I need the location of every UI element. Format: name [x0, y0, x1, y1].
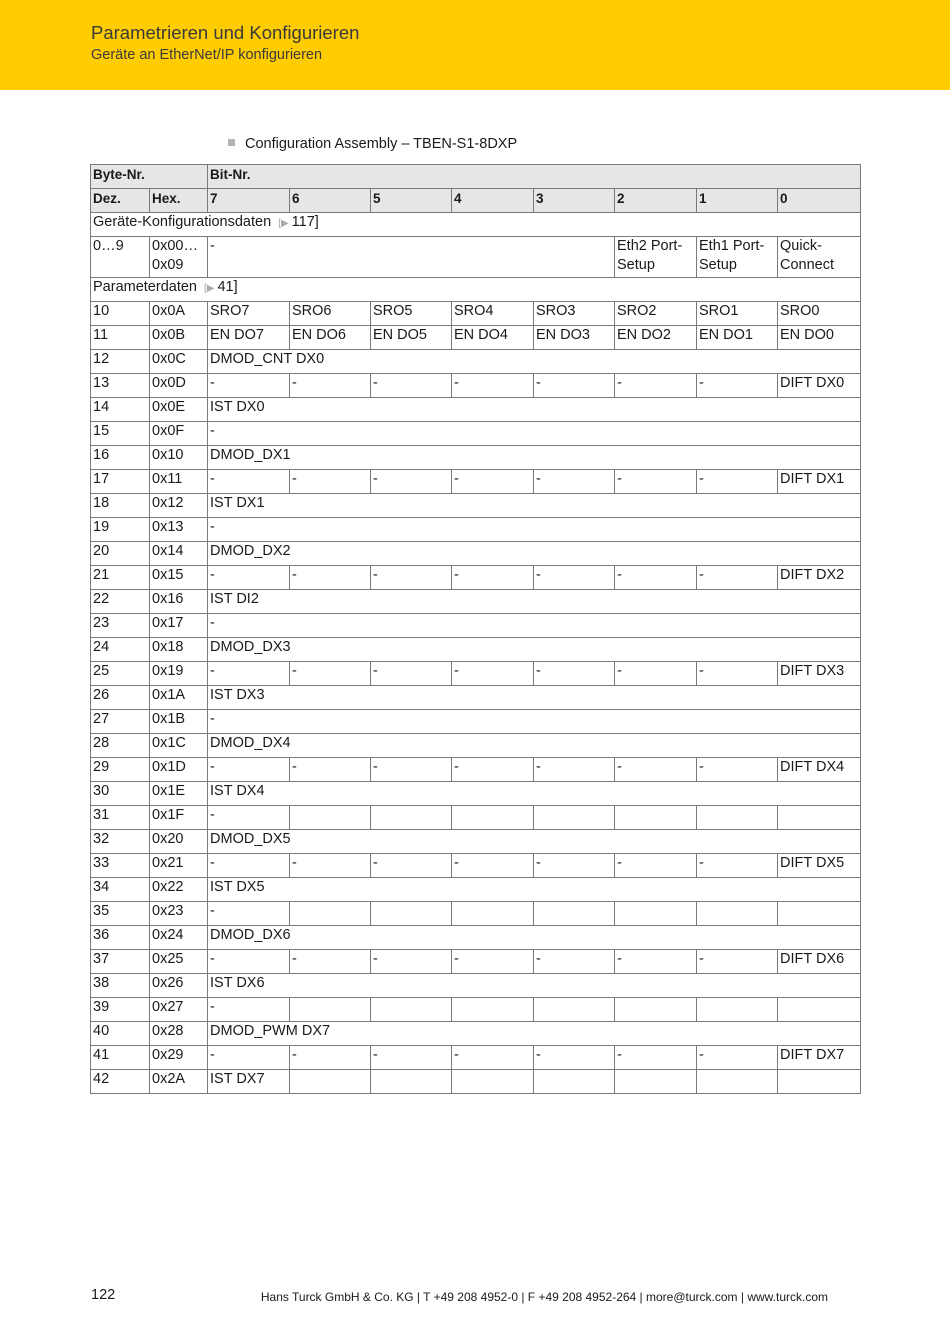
cell-bit-0: EN DO0 [778, 326, 861, 350]
cell-bit-0: DIFT DX6 [778, 950, 861, 974]
cell-bit-7: DMOD_DX1 [208, 446, 861, 470]
cell-bit-7: DMOD_DX6 [208, 926, 861, 950]
header-col-6: 3 [534, 189, 615, 213]
cell-bit-5: - [371, 470, 452, 494]
cell-dez: 15 [91, 422, 150, 446]
cell-hex: 0x1C [150, 734, 208, 758]
cell-bit-3: - [534, 950, 615, 974]
cell-hex: 0x0C [150, 350, 208, 374]
cell-dez: 37 [91, 950, 150, 974]
cell-dez: 42 [91, 1070, 150, 1094]
cell-bit-7: DMOD_CNT DX0 [208, 350, 861, 374]
cell-dez: 22 [91, 590, 150, 614]
table-row [91, 326, 861, 350]
cell-bit-6: - [290, 374, 371, 398]
cell-bit-0 [778, 1070, 861, 1094]
cell-bit-2: - [615, 854, 697, 878]
cell-bit-7: SRO7 [208, 302, 290, 326]
cell-bit-4 [452, 902, 534, 926]
cell-bit-1: - [697, 470, 778, 494]
page-title: Parametrieren und Konfigurieren [91, 22, 360, 43]
cell-bit-2: - [615, 566, 697, 590]
cell-hex: 0x27 [150, 998, 208, 1022]
cell-bit-3: - [534, 374, 615, 398]
cell-bit-1 [697, 998, 778, 1022]
cell-hex: 0x23 [150, 902, 208, 926]
cell-bit-7: DMOD_DX2 [208, 542, 861, 566]
cell-bit-1: - [697, 1046, 778, 1070]
footer-contact: Hans Turck GmbH & Co. KG | T +49 208 4952-0 | F +49 208 4952-264 | more@turck.com | www.turck.com [260, 1290, 828, 1304]
cell-hex: 0x13 [150, 518, 208, 542]
cell-dez: 24 [91, 638, 150, 662]
cell-bit-3: - [534, 662, 615, 686]
cell-dez: 16 [91, 446, 150, 470]
cell-bit-1: Eth1 Port-Setup [697, 237, 778, 278]
table-row [91, 662, 861, 686]
cell-bit-2: SRO2 [615, 302, 697, 326]
cell-bit-2: - [615, 1046, 697, 1070]
cell-bit-4 [452, 806, 534, 830]
table-row [91, 854, 861, 878]
cell-dez: 40 [91, 1022, 150, 1046]
cell-bit-3: - [534, 1046, 615, 1070]
page-ref[interactable]: 41] [217, 279, 238, 295]
table-row [91, 734, 861, 758]
header-col-8: 1 [697, 189, 778, 213]
cell-bit-7: - [208, 902, 290, 926]
cell-bit-3: EN DO3 [534, 326, 615, 350]
cell-hex: 0x15 [150, 566, 208, 590]
cell-bit-4: - [452, 662, 534, 686]
cell-bit-0: DIFT DX5 [778, 854, 861, 878]
cell-bit-1: - [697, 758, 778, 782]
cell-hex: 0x17 [150, 614, 208, 638]
table-row [91, 782, 861, 806]
cell-bit-5: SRO5 [371, 302, 452, 326]
cell-bit-7: IST DX6 [208, 974, 861, 998]
page-header [0, 0, 950, 90]
cell-bit-2: EN DO2 [615, 326, 697, 350]
cell-dez: 36 [91, 926, 150, 950]
cell-bit-6: - [290, 470, 371, 494]
cell-hex: 0x26 [150, 974, 208, 998]
header-byte-nr: Byte-Nr. [91, 165, 208, 189]
cell-bit-0: DIFT DX2 [778, 566, 861, 590]
cell-bit-2: - [615, 950, 697, 974]
page-number: 122 [91, 1287, 116, 1303]
cell-hex: 0x28 [150, 1022, 208, 1046]
cell-bit-2 [615, 1070, 697, 1094]
cell-hex: 0x1D [150, 758, 208, 782]
cell-bit-7: IST DX1 [208, 494, 861, 518]
cell-bit-4 [452, 998, 534, 1022]
cell-hex: 0x11 [150, 470, 208, 494]
cell-bit-0 [778, 902, 861, 926]
cell-bit-6 [290, 1070, 371, 1094]
cell-dez: 20 [91, 542, 150, 566]
cell-bit-4: - [452, 566, 534, 590]
cell-bit-2 [615, 998, 697, 1022]
cell-dez: 18 [91, 494, 150, 518]
cell-bits-7-3: - [208, 237, 615, 278]
cell-bit-3 [534, 806, 615, 830]
section-row [91, 213, 861, 237]
cell-bit-2: Eth2 Port-Setup [615, 237, 697, 278]
cell-dez: 26 [91, 686, 150, 710]
config-assembly-table [90, 164, 861, 1094]
cell-bit-1: - [697, 662, 778, 686]
header-col-0: Dez. [91, 189, 150, 213]
cell-bit-2 [615, 902, 697, 926]
cell-bit-6 [290, 806, 371, 830]
table-row [91, 1022, 861, 1046]
cell-hex: 0x22 [150, 878, 208, 902]
cell-dez: 41 [91, 1046, 150, 1070]
table-row [91, 590, 861, 614]
cell-bit-0: SRO0 [778, 302, 861, 326]
cell-dez: 27 [91, 710, 150, 734]
cell-bit-0 [778, 806, 861, 830]
cell-bit-3: - [534, 854, 615, 878]
cell-dez: 19 [91, 518, 150, 542]
cell-bit-1: EN DO1 [697, 326, 778, 350]
cell-dez: 35 [91, 902, 150, 926]
cell-dez: 23 [91, 614, 150, 638]
cell-dez: 34 [91, 878, 150, 902]
cell-bit-4: - [452, 470, 534, 494]
cell-bit-3 [534, 1070, 615, 1094]
cell-bit-6: - [290, 950, 371, 974]
cell-hex: 0x14 [150, 542, 208, 566]
header-col-5: 4 [452, 189, 534, 213]
header-col-4: 5 [371, 189, 452, 213]
cell-bit-6 [290, 902, 371, 926]
cell-dez: 30 [91, 782, 150, 806]
cell-hex: 0x1A [150, 686, 208, 710]
page-ref-arrow-icon: [▶ [278, 218, 289, 229]
cell-bit-7: DMOD_DX4 [208, 734, 861, 758]
cell-bit-4: SRO4 [452, 302, 534, 326]
cell-bit-3 [534, 998, 615, 1022]
cell-hex: 0x1F [150, 806, 208, 830]
cell-bit-1: - [697, 566, 778, 590]
bullet-icon [228, 139, 235, 146]
cell-dez: 39 [91, 998, 150, 1022]
cell-bit-2: - [615, 470, 697, 494]
cell-dez: 11 [91, 326, 150, 350]
cell-hex: 0x18 [150, 638, 208, 662]
cell-bit-4 [452, 1070, 534, 1094]
cell-hex: 0x0B [150, 326, 208, 350]
cell-bit-7: - [208, 518, 861, 542]
cell-bit-7: DMOD_DX3 [208, 638, 861, 662]
cell-hex: 0x1E [150, 782, 208, 806]
cell-bit-5: - [371, 1046, 452, 1070]
cell-bit-4: EN DO4 [452, 326, 534, 350]
table-row [91, 998, 861, 1022]
table-row [91, 237, 861, 278]
cell-bit-0: DIFT DX3 [778, 662, 861, 686]
cell-bit-0: Quick-Connect [778, 237, 861, 278]
cell-bit-0 [778, 998, 861, 1022]
cell-dez: 10 [91, 302, 150, 326]
cell-dez: 12 [91, 350, 150, 374]
table-subheader-row [91, 189, 861, 213]
cell-bit-1 [697, 902, 778, 926]
cell-bit-5: - [371, 758, 452, 782]
cell-bit-1: - [697, 950, 778, 974]
table-row [91, 638, 861, 662]
cell-bit-6 [290, 998, 371, 1022]
cell-bit-1 [697, 1070, 778, 1094]
cell-dez: 29 [91, 758, 150, 782]
table-row [91, 446, 861, 470]
cell-bit-2: - [615, 662, 697, 686]
table-row [91, 1070, 861, 1094]
cell-hex: 0x19 [150, 662, 208, 686]
cell-dez: 21 [91, 566, 150, 590]
cell-bit-0: DIFT DX7 [778, 1046, 861, 1070]
cell-bit-7: - [208, 614, 861, 638]
cell-bit-7: - [208, 806, 290, 830]
cell-bit-5: EN DO5 [371, 326, 452, 350]
table-row [91, 518, 861, 542]
cell-hex: 0x24 [150, 926, 208, 950]
cell-bit-5: - [371, 374, 452, 398]
cell-bit-5: - [371, 854, 452, 878]
cell-hex: 0x20 [150, 830, 208, 854]
cell-bit-7: - [208, 710, 861, 734]
cell-bit-4: - [452, 950, 534, 974]
cell-bit-7: - [208, 1046, 290, 1070]
header-col-1: Hex. [150, 189, 208, 213]
cell-bit-6: - [290, 566, 371, 590]
cell-bit-7: IST DX3 [208, 686, 861, 710]
cell-hex: 0x0A [150, 302, 208, 326]
cell-hex: 0x29 [150, 1046, 208, 1070]
cell-bit-5 [371, 902, 452, 926]
table-row [91, 686, 861, 710]
cell-bit-6: - [290, 854, 371, 878]
cell-dez: 31 [91, 806, 150, 830]
cell-hex: 0x0F [150, 422, 208, 446]
cell-hex: 0x0E [150, 398, 208, 422]
cell-dez: 17 [91, 470, 150, 494]
cell-bit-2 [615, 806, 697, 830]
cell-hex: 0x00… 0x09 [150, 237, 208, 278]
table-row [91, 878, 861, 902]
cell-bit-7: EN DO7 [208, 326, 290, 350]
cell-dez: 38 [91, 974, 150, 998]
cell-bit-5 [371, 806, 452, 830]
header-bit-nr: Bit-Nr. [208, 165, 861, 189]
cell-bit-7: IST DX0 [208, 398, 861, 422]
cell-bit-1: SRO1 [697, 302, 778, 326]
table-row [91, 830, 861, 854]
cell-bit-3 [534, 902, 615, 926]
cell-hex: 0x0D [150, 374, 208, 398]
cell-hex: 0x10 [150, 446, 208, 470]
cell-bit-5: - [371, 950, 452, 974]
table-row [91, 350, 861, 374]
table-row [91, 950, 861, 974]
table-row [91, 422, 861, 446]
header-col-7: 2 [615, 189, 697, 213]
cell-bit-3: - [534, 470, 615, 494]
cell-bit-6: EN DO6 [290, 326, 371, 350]
cell-bit-7: - [208, 950, 290, 974]
cell-hex: 0x1B [150, 710, 208, 734]
cell-bit-7: - [208, 662, 290, 686]
cell-bit-6: - [290, 1046, 371, 1070]
cell-bit-3: - [534, 566, 615, 590]
cell-bit-1 [697, 806, 778, 830]
table-row [91, 614, 861, 638]
cell-bit-0: DIFT DX4 [778, 758, 861, 782]
cell-bit-7: - [208, 422, 861, 446]
cell-bit-5: - [371, 662, 452, 686]
table-row [91, 398, 861, 422]
table-row [91, 374, 861, 398]
cell-bit-7: IST DX7 [208, 1070, 290, 1094]
table-row [91, 302, 861, 326]
table-row [91, 902, 861, 926]
section-label: Geräte-Konfigurationsdaten [▶ 117] [91, 213, 861, 237]
cell-dez: 25 [91, 662, 150, 686]
cell-dez: 33 [91, 854, 150, 878]
table-row [91, 926, 861, 950]
cell-hex: 0x2A [150, 1070, 208, 1094]
header-col-3: 6 [290, 189, 371, 213]
cell-bit-7: - [208, 758, 290, 782]
section-row [91, 278, 861, 302]
header-col-9: 0 [778, 189, 861, 213]
table-row [91, 470, 861, 494]
cell-bit-7: IST DX4 [208, 782, 861, 806]
cell-bit-4: - [452, 374, 534, 398]
table-header-row [91, 165, 861, 189]
cell-bit-7: DMOD_DX5 [208, 830, 861, 854]
cell-bit-7: - [208, 998, 290, 1022]
caption-text: Configuration Assembly – TBEN-S1-8DXP [245, 136, 518, 152]
cell-bit-5 [371, 1070, 452, 1094]
cell-bit-4: - [452, 854, 534, 878]
page-ref-arrow-icon: [▶ [204, 283, 215, 294]
table-caption [228, 136, 517, 152]
cell-bit-5 [371, 998, 452, 1022]
cell-hex: 0x25 [150, 950, 208, 974]
cell-bit-7: IST DI2 [208, 590, 861, 614]
table-row [91, 494, 861, 518]
cell-bit-7: - [208, 854, 290, 878]
section-label: Parameterdaten [▶ 41] [91, 278, 861, 302]
table-row [91, 710, 861, 734]
cell-bit-4: - [452, 1046, 534, 1070]
cell-bit-1: - [697, 374, 778, 398]
cell-bit-4: - [452, 758, 534, 782]
cell-hex: 0x16 [150, 590, 208, 614]
table-row [91, 566, 861, 590]
cell-bit-0: DIFT DX1 [778, 470, 861, 494]
cell-bit-7: - [208, 374, 290, 398]
cell-hex: 0x12 [150, 494, 208, 518]
table-row [91, 806, 861, 830]
cell-bit-6: - [290, 758, 371, 782]
cell-bit-6: - [290, 662, 371, 686]
cell-bit-1: - [697, 854, 778, 878]
cell-dez: 13 [91, 374, 150, 398]
table-row [91, 758, 861, 782]
cell-dez: 28 [91, 734, 150, 758]
cell-dez: 0…9 [91, 237, 150, 278]
page-ref[interactable]: 117] [291, 214, 319, 230]
table-row [91, 974, 861, 998]
cell-bit-2: - [615, 758, 697, 782]
table-row [91, 1046, 861, 1070]
table-row [91, 542, 861, 566]
cell-bit-3: - [534, 758, 615, 782]
cell-bit-6: SRO6 [290, 302, 371, 326]
cell-bit-5: - [371, 566, 452, 590]
cell-bit-7: - [208, 566, 290, 590]
cell-bit-0: DIFT DX0 [778, 374, 861, 398]
cell-dez: 14 [91, 398, 150, 422]
cell-bit-7: IST DX5 [208, 878, 861, 902]
cell-bit-7: DMOD_PWM DX7 [208, 1022, 861, 1046]
cell-bit-7: - [208, 470, 290, 494]
cell-bit-3: SRO3 [534, 302, 615, 326]
cell-bit-2: - [615, 374, 697, 398]
cell-dez: 32 [91, 830, 150, 854]
header-col-2: 7 [208, 189, 290, 213]
page-subtitle: Geräte an EtherNet/IP konfigurieren [91, 47, 323, 63]
cell-hex: 0x21 [150, 854, 208, 878]
